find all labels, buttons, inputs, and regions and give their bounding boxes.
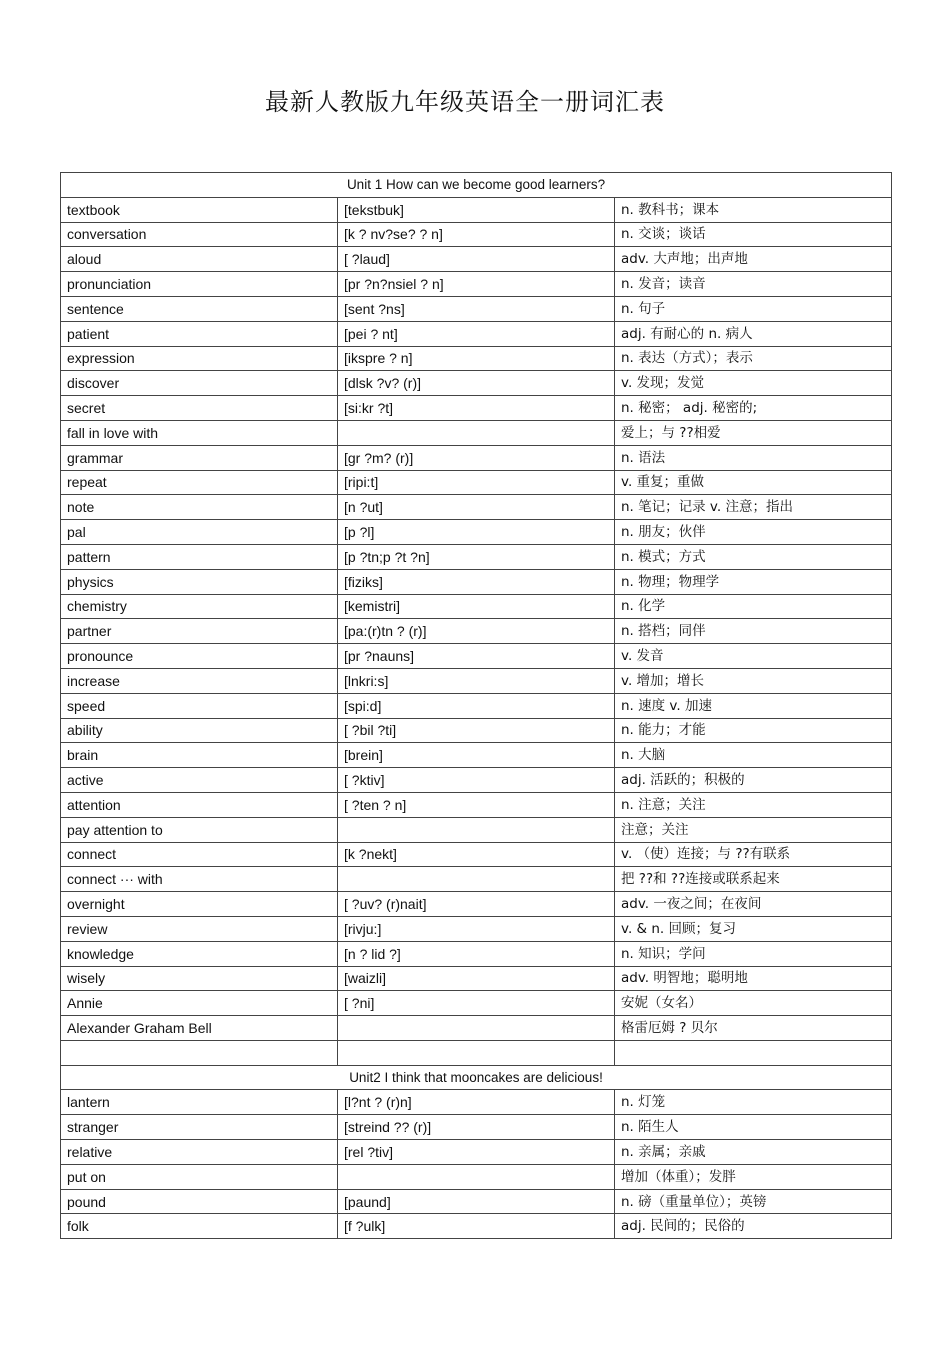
phonetic-cell: [si:kr ?t] bbox=[338, 396, 615, 421]
phonetic-cell bbox=[338, 420, 615, 445]
table-row bbox=[61, 470, 892, 495]
word-cell: increase bbox=[61, 668, 338, 693]
table-row bbox=[61, 272, 892, 297]
word-cell: discover bbox=[61, 371, 338, 396]
table-row bbox=[61, 1164, 892, 1189]
word-cell: ability bbox=[61, 718, 338, 743]
meaning-cell: adj. 活跃的；积极的 bbox=[615, 768, 892, 793]
phonetic-cell: [ ?laud] bbox=[338, 247, 615, 272]
table-row bbox=[61, 1214, 892, 1239]
phonetic-cell: [gr ?m? (r)] bbox=[338, 445, 615, 470]
meaning-cell: n. 模式；方式 bbox=[615, 544, 892, 569]
meaning-cell: n. 笔记；记录 v. 注意；指出 bbox=[615, 495, 892, 520]
table-row bbox=[61, 991, 892, 1016]
phonetic-cell: [paund] bbox=[338, 1189, 615, 1214]
page-title: 最新人教版九年级英语全一册词汇表 bbox=[265, 88, 665, 116]
table-row bbox=[61, 296, 892, 321]
meaning-cell: v. 增加；增长 bbox=[615, 668, 892, 693]
table-row bbox=[61, 842, 892, 867]
table-row bbox=[61, 1040, 892, 1065]
meaning-cell: n. 朋友；伙伴 bbox=[615, 520, 892, 545]
table-row bbox=[61, 718, 892, 743]
meaning-cell: 格雷厄姆 ? 贝尔 bbox=[615, 1016, 892, 1041]
table-row bbox=[61, 892, 892, 917]
table-row bbox=[61, 247, 892, 272]
meaning-cell: 爱上；与 ??相爱 bbox=[615, 420, 892, 445]
word-cell: textbook bbox=[61, 197, 338, 222]
word-cell: stranger bbox=[61, 1115, 338, 1140]
meaning-cell: v. （使）连接；与 ??有联系 bbox=[615, 842, 892, 867]
phonetic-cell: [p ?tn;p ?t ?n] bbox=[338, 544, 615, 569]
meaning-cell: adv. 明智地；聪明地 bbox=[615, 966, 892, 991]
phonetic-cell: [rivju:] bbox=[338, 916, 615, 941]
table-row bbox=[61, 1140, 892, 1165]
meaning-cell: n. 灯笼 bbox=[615, 1090, 892, 1115]
word-cell: pound bbox=[61, 1189, 338, 1214]
meaning-cell: adv. 大声地；出声地 bbox=[615, 247, 892, 272]
table-row bbox=[61, 966, 892, 991]
word-cell: connect bbox=[61, 842, 338, 867]
phonetic-cell: [tekstbuk] bbox=[338, 197, 615, 222]
table-row bbox=[61, 693, 892, 718]
meaning-cell: n. 句子 bbox=[615, 296, 892, 321]
phonetic-cell: [sent ?ns] bbox=[338, 296, 615, 321]
phonetic-cell: [ ?ktiv] bbox=[338, 768, 615, 793]
phonetic-cell: [brein] bbox=[338, 743, 615, 768]
meaning-cell: n. 亲属；亲戚 bbox=[615, 1140, 892, 1165]
phonetic-cell: [ ?ten ? n] bbox=[338, 792, 615, 817]
phonetic-cell: [pa:(r)tn ? (r)] bbox=[338, 619, 615, 644]
word-cell: pronounce bbox=[61, 644, 338, 669]
table-row bbox=[61, 768, 892, 793]
meaning-cell: 增加（体重）；发胖 bbox=[615, 1164, 892, 1189]
phonetic-cell: [fiziks] bbox=[338, 569, 615, 594]
table-row bbox=[61, 594, 892, 619]
meaning-cell bbox=[615, 1040, 892, 1065]
word-cell: brain bbox=[61, 743, 338, 768]
word-cell: pronunciation bbox=[61, 272, 338, 297]
table-row bbox=[61, 520, 892, 545]
phonetic-cell: [spi:d] bbox=[338, 693, 615, 718]
table-row bbox=[61, 1090, 892, 1115]
phonetic-cell: [pr ?nauns] bbox=[338, 644, 615, 669]
meaning-cell: n. 知识；学问 bbox=[615, 941, 892, 966]
word-cell: active bbox=[61, 768, 338, 793]
meaning-cell: 注意；关注 bbox=[615, 817, 892, 842]
word-cell: note bbox=[61, 495, 338, 520]
phonetic-cell: [ ?ni] bbox=[338, 991, 615, 1016]
phonetic-cell: [waizli] bbox=[338, 966, 615, 991]
unit-header: Unit 1 How can we become good learners? bbox=[61, 173, 892, 198]
meaning-cell: n. 速度 v. 加速 bbox=[615, 693, 892, 718]
table-row bbox=[61, 321, 892, 346]
phonetic-cell: [dlsk ?v? (r)] bbox=[338, 371, 615, 396]
word-cell: Annie bbox=[61, 991, 338, 1016]
table-row bbox=[61, 619, 892, 644]
vocabulary-table bbox=[60, 172, 892, 1239]
table-row bbox=[61, 222, 892, 247]
word-cell: lantern bbox=[61, 1090, 338, 1115]
table-row bbox=[61, 817, 892, 842]
table-row bbox=[61, 916, 892, 941]
table-row bbox=[61, 792, 892, 817]
table-row bbox=[61, 544, 892, 569]
phonetic-cell bbox=[338, 817, 615, 842]
table-row bbox=[61, 668, 892, 693]
word-cell: repeat bbox=[61, 470, 338, 495]
phonetic-cell: [kemistri] bbox=[338, 594, 615, 619]
word-cell: aloud bbox=[61, 247, 338, 272]
phonetic-cell bbox=[338, 867, 615, 892]
word-cell: conversation bbox=[61, 222, 338, 247]
phonetic-cell: [ripi:t] bbox=[338, 470, 615, 495]
phonetic-cell: [ ?uv? (r)nait] bbox=[338, 892, 615, 917]
meaning-cell: 安妮（女名） bbox=[615, 991, 892, 1016]
word-cell: overnight bbox=[61, 892, 338, 917]
word-cell: wisely bbox=[61, 966, 338, 991]
phonetic-cell bbox=[338, 1040, 615, 1065]
phonetic-cell: [k ?nekt] bbox=[338, 842, 615, 867]
word-cell: physics bbox=[61, 569, 338, 594]
phonetic-cell: [n ?ut] bbox=[338, 495, 615, 520]
meaning-cell: n. 化学 bbox=[615, 594, 892, 619]
meaning-cell: n. 搭档；同伴 bbox=[615, 619, 892, 644]
meaning-cell: v. 发音 bbox=[615, 644, 892, 669]
phonetic-cell: [p ?l] bbox=[338, 520, 615, 545]
meaning-cell: v. & n. 回顾；复习 bbox=[615, 916, 892, 941]
table-row bbox=[61, 371, 892, 396]
table-row bbox=[61, 1115, 892, 1140]
word-cell: knowledge bbox=[61, 941, 338, 966]
unit-header: Unit2 I think that mooncakes are delicious! bbox=[61, 1065, 892, 1090]
word-cell: relative bbox=[61, 1140, 338, 1165]
table-row bbox=[61, 445, 892, 470]
table-row bbox=[61, 495, 892, 520]
phonetic-cell: [rel ?tiv] bbox=[338, 1140, 615, 1165]
word-cell: pay attention to bbox=[61, 817, 338, 842]
word-cell: attention bbox=[61, 792, 338, 817]
phonetic-cell: [n ? lid ?] bbox=[338, 941, 615, 966]
unit-header-row bbox=[61, 173, 892, 198]
meaning-cell: n. 物理；物理学 bbox=[615, 569, 892, 594]
table-row bbox=[61, 1189, 892, 1214]
phonetic-cell: [ikspre ? n] bbox=[338, 346, 615, 371]
meaning-cell: n. 表达（方式）；表示 bbox=[615, 346, 892, 371]
phonetic-cell: [ ?bil ?ti] bbox=[338, 718, 615, 743]
table-row bbox=[61, 346, 892, 371]
word-cell: patient bbox=[61, 321, 338, 346]
word-cell: chemistry bbox=[61, 594, 338, 619]
meaning-cell: n. 教科书；课本 bbox=[615, 197, 892, 222]
word-cell: grammar bbox=[61, 445, 338, 470]
meaning-cell: adj. 民间的；民俗的 bbox=[615, 1214, 892, 1239]
word-cell: speed bbox=[61, 693, 338, 718]
phonetic-cell: [l?nt ? (r)n] bbox=[338, 1090, 615, 1115]
table-row bbox=[61, 867, 892, 892]
meaning-cell: adv. 一夜之间；在夜间 bbox=[615, 892, 892, 917]
word-cell: sentence bbox=[61, 296, 338, 321]
unit-header-row bbox=[61, 1065, 892, 1090]
word-cell bbox=[61, 1040, 338, 1065]
word-cell: partner bbox=[61, 619, 338, 644]
word-cell: pal bbox=[61, 520, 338, 545]
meaning-cell: n. 磅（重量单位）；英镑 bbox=[615, 1189, 892, 1214]
word-cell: fall in love with bbox=[61, 420, 338, 445]
table-row bbox=[61, 396, 892, 421]
phonetic-cell bbox=[338, 1164, 615, 1189]
word-cell: folk bbox=[61, 1214, 338, 1239]
table-row bbox=[61, 1016, 892, 1041]
meaning-cell: n. 交谈；谈话 bbox=[615, 222, 892, 247]
meaning-cell: n. 语法 bbox=[615, 445, 892, 470]
word-cell: Alexander Graham Bell bbox=[61, 1016, 338, 1041]
phonetic-cell bbox=[338, 1016, 615, 1041]
meaning-cell: adj. 有耐心的 n. 病人 bbox=[615, 321, 892, 346]
table-row bbox=[61, 743, 892, 768]
word-cell: connect ··· with bbox=[61, 867, 338, 892]
phonetic-cell: [pr ?n?nsiel ? n] bbox=[338, 272, 615, 297]
meaning-cell: n. 发音；读音 bbox=[615, 272, 892, 297]
table-row bbox=[61, 420, 892, 445]
table-row bbox=[61, 197, 892, 222]
phonetic-cell: [lnkri:s] bbox=[338, 668, 615, 693]
meaning-cell: v. 重复；重做 bbox=[615, 470, 892, 495]
phonetic-cell: [streind ?? (r)] bbox=[338, 1115, 615, 1140]
word-cell: pattern bbox=[61, 544, 338, 569]
word-cell: review bbox=[61, 916, 338, 941]
word-cell: expression bbox=[61, 346, 338, 371]
word-cell: secret bbox=[61, 396, 338, 421]
table-row bbox=[61, 941, 892, 966]
phonetic-cell: [pei ? nt] bbox=[338, 321, 615, 346]
meaning-cell: n. 能力；才能 bbox=[615, 718, 892, 743]
meaning-cell: n. 秘密； adj. 秘密的; bbox=[615, 396, 892, 421]
meaning-cell: 把 ??和 ??连接或联系起来 bbox=[615, 867, 892, 892]
table-row bbox=[61, 569, 892, 594]
phonetic-cell: [f ?ulk] bbox=[338, 1214, 615, 1239]
meaning-cell: n. 注意；关注 bbox=[615, 792, 892, 817]
phonetic-cell: [k ? nv?se? ? n] bbox=[338, 222, 615, 247]
meaning-cell: n. 陌生人 bbox=[615, 1115, 892, 1140]
meaning-cell: n. 大脑 bbox=[615, 743, 892, 768]
table-row bbox=[61, 644, 892, 669]
meaning-cell: v. 发现；发觉 bbox=[615, 371, 892, 396]
word-cell: put on bbox=[61, 1164, 338, 1189]
